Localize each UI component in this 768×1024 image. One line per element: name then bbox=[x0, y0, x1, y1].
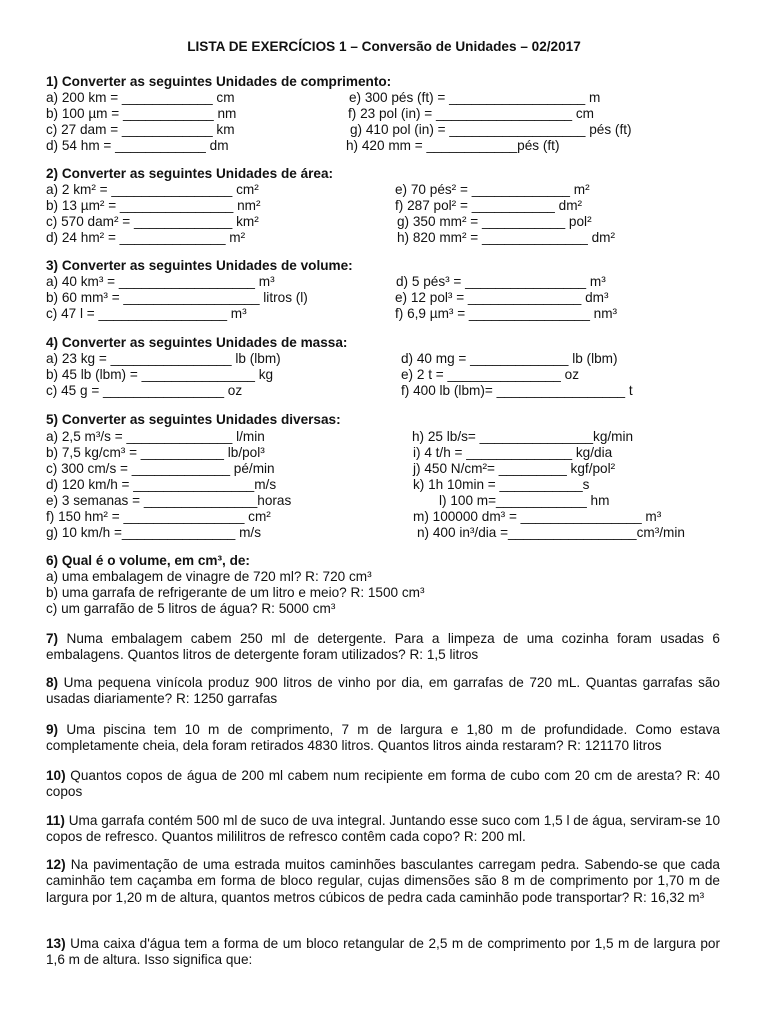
q5-item-b: b) 7,5 kg/cm³ = ___________ lb/pol³ bbox=[46, 445, 265, 460]
question-12-text: Na pavimentação de uma estrada muitos caminhões basculantes carregam pedra. Sabendo-se que cada caminhão tem caçamba em forma de bloco regular, cujas dimensões são 8 m de comprimento por 1,70 m de largura por 1,20 m de altura, quantos metros cúbicos de pedra cada caminhão pode transportar? R: 16,32 m³ bbox=[46, 857, 720, 905]
q5-item-m: m) 100000 dm³ = ________________ m³ bbox=[413, 509, 662, 524]
q5-item-g: g) 10 km/h =_______________ m/s bbox=[46, 525, 262, 540]
q5-item-c: c) 300 cm/s = _____________ pé/min bbox=[46, 461, 275, 476]
q1-item-d: d) 54 hm = ____________ dm bbox=[46, 138, 229, 153]
question-7-text: Numa embalagem cabem 250 ml de detergente. Para a limpeza de uma cozinha foram usadas 6 embalagens. Quantos litros de detergente foram utilizados? R: 1,5 litros bbox=[46, 631, 720, 663]
q1-item-e: e) 300 pés (ft) = __________________ m bbox=[349, 90, 601, 105]
q2-item-d: d) 24 hm² = ______________ m² bbox=[46, 230, 246, 245]
q5-item-a: a) 2,5 m³/s = ______________ l/min bbox=[46, 429, 265, 444]
q1-item-a: a) 200 km = ____________ cm bbox=[46, 90, 235, 105]
q4-item-a: a) 23 kg = ________________ lb (lbm) bbox=[46, 351, 281, 366]
question-10-text: Quantos copos de água de 200 ml cabem num recipiente em forma de cubo com 20 cm de aresta? R: 40 copos bbox=[46, 768, 720, 800]
q6-item-b: b) uma garrafa de refrigerante de um litro e meio? R: 1500 cm³ bbox=[46, 585, 425, 600]
q5-item-h: h) 25 lb/s= _______________kg/min bbox=[412, 429, 634, 444]
q2-item-a: a) 2 km² = ________________ cm² bbox=[46, 182, 259, 197]
q5-item-k: k) 1h 10min = ___________s bbox=[413, 477, 590, 492]
q5-item-d: d) 120 km/h = ________________m/s bbox=[46, 477, 277, 492]
q1-heading: 1) Converter as seguintes Unidades de comprimento: bbox=[46, 74, 392, 89]
question-13-text: Uma caixa d'água tem a forma de um bloco retangular de 2,5 m de comprimento por 1,5 m de largura por 1,6 m de altura. Isso significa que: bbox=[46, 936, 720, 968]
question-13-number: 13) bbox=[46, 936, 66, 951]
question-12 bbox=[46, 857, 720, 906]
q4-item-b: b) 45 lb (lbm) = _______________ kg bbox=[46, 367, 274, 382]
q5-item-j: j) 450 N/cm²= _________ kgf/pol² bbox=[413, 461, 616, 476]
q3-item-c: c) 47 l = _________________ m³ bbox=[46, 306, 247, 321]
q1-item-g: g) 410 pol (in) = __________________ pés (ft) bbox=[350, 122, 632, 137]
question-11-text: Uma garrafa contém 500 ml de suco de uva integral. Juntando esse suco com 1,5 l de água, serviram-se 10 copos de refresco. Quantos mililitros de refresco contêm cada copo? R: 200 ml. bbox=[46, 813, 720, 845]
q2-item-h: h) 820 mm² = ______________ dm² bbox=[397, 230, 616, 245]
q4-heading: 4) Converter as seguintes Unidades de massa: bbox=[46, 335, 348, 350]
q1-item-b: b) 100 µm = ____________ nm bbox=[46, 106, 237, 121]
question-13 bbox=[46, 936, 720, 969]
question-8-number: 8) bbox=[46, 675, 59, 690]
q2-item-c: c) 570 dam² = _____________ km² bbox=[46, 214, 259, 229]
question-9-number: 9) bbox=[46, 722, 59, 737]
q5-item-l: l) 100 m=____________ hm bbox=[439, 493, 610, 508]
q2-item-e: e) 70 pés² = _____________ m² bbox=[395, 182, 590, 197]
question-9-text: Uma piscina tem 10 m de comprimento, 7 m de largura e 1,80 m de profundidade. Como estava completamente cheia, dela foram retirados 4830 litros. Quantos litros ainda restaram? R: 121170 litros bbox=[46, 722, 720, 754]
q5-item-n: n) 400 in³/dia =_________________cm³/min bbox=[417, 525, 685, 540]
q4-item-e: e) 2 t = _______________ oz bbox=[401, 367, 580, 382]
q2-item-f: f) 287 pol² = ___________ dm² bbox=[395, 198, 583, 213]
question-7 bbox=[46, 631, 720, 664]
q3-item-d: d) 5 pés³ = ________________ m³ bbox=[396, 274, 606, 289]
question-8 bbox=[46, 675, 720, 708]
q4-item-d: d) 40 mg = _____________ lb (lbm) bbox=[401, 351, 618, 366]
q3-item-e: e) 12 pol³ = _______________ dm³ bbox=[395, 290, 609, 305]
q2-item-b: b) 13 µm² = _______________ nm² bbox=[46, 198, 261, 213]
q6-item-a: a) uma embalagem de vinagre de 720 ml? R: 720 cm³ bbox=[46, 569, 372, 584]
q5-item-e: e) 3 semanas = _______________horas bbox=[46, 493, 292, 508]
question-9 bbox=[46, 722, 720, 755]
question-8-text: Uma pequena vinícola produz 900 litros de vinho por dia, em garrafas de 720 mL. Quantas garrafas são usadas diariamente? R: 1250 garrafas bbox=[46, 675, 720, 707]
q2-heading: 2) Converter as seguintes Unidades de área: bbox=[46, 166, 334, 181]
q5-heading: 5) Converter as seguintes Unidades diversas: bbox=[46, 412, 341, 427]
q6-item-c: c) um garrafão de 5 litros de água? R: 5000 cm³ bbox=[46, 601, 336, 616]
question-10 bbox=[46, 768, 720, 801]
q1-item-f: f) 23 pol (in) = __________________ cm bbox=[348, 106, 595, 121]
question-12-number: 12) bbox=[46, 857, 66, 872]
q2-item-g: g) 350 mm² = ___________ pol² bbox=[397, 214, 592, 229]
q3-item-a: a) 40 km³ = __________________ m³ bbox=[46, 274, 275, 289]
q3-item-b: b) 60 mm³ = __________________ litros (l) bbox=[46, 290, 308, 305]
q4-item-f: f) 400 lb (lbm)= _________________ t bbox=[401, 383, 633, 398]
page-title: LISTA DE EXERCÍCIOS 1 – Conversão de Unidades – 02/2017 bbox=[187, 39, 581, 54]
q1-item-c: c) 27 dam = ____________ km bbox=[46, 122, 235, 137]
question-11-number: 11) bbox=[46, 813, 65, 828]
q6-heading: 6) Qual é o volume, em cm³, de: bbox=[46, 553, 250, 568]
q3-item-f: f) 6,9 µm³ = ________________ nm³ bbox=[395, 306, 618, 321]
question-11 bbox=[46, 813, 720, 846]
q5-item-f: f) 150 hm² = ________________ cm² bbox=[46, 509, 271, 524]
question-10-number: 10) bbox=[46, 768, 66, 783]
q3-heading: 3) Converter as seguintes Unidades de volume: bbox=[46, 258, 353, 273]
q1-item-h: h) 420 mm = ____________pés (ft) bbox=[346, 138, 560, 153]
q5-item-i: i) 4 t/h = ______________ kg/dia bbox=[413, 445, 613, 460]
question-7-number: 7) bbox=[46, 631, 59, 646]
q4-item-c: c) 45 g = ________________ oz bbox=[46, 383, 243, 398]
